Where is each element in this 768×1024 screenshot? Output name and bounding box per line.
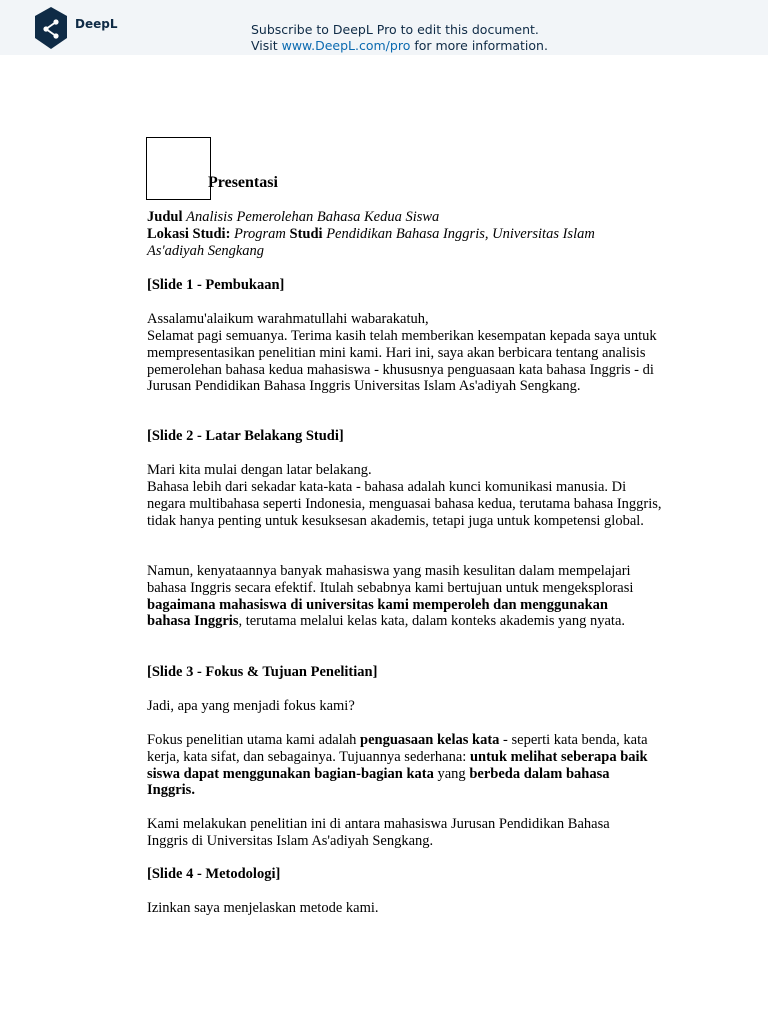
promo-message (251, 22, 548, 54)
deepl-logo-text: DeepL (75, 17, 118, 31)
deepl-pro-link[interactable]: www.DeepL.com/pro (281, 38, 411, 53)
lokasi-line: Lokasi Studi: Program Studi Pendidikan Bahasa Inggris, Universitas Islam (147, 225, 595, 242)
slide3-question: Jadi, apa yang menjadi fokus kami? (147, 698, 355, 714)
promo-line-2: Visit www.DeepL.com/pro for more information. (251, 38, 548, 53)
slide1-heading: [Slide 1 - Pembukaan] (147, 277, 285, 293)
slide1-paragraph: Selamat pagi semuanya. Terima kasih telah memberikan kesempatan kepada saya untuk mempresentasikan penelitian mini kami. Hari ini, saya akan berbicara tentang analisis pemerolehan bahasa kedua mahasiswa - khususnya penguasaan kata bahasa Inggris - di Jurusan Pendidikan Bahasa Inggris Universitas Islam As'adiyah Sengkang. (147, 328, 657, 395)
slide4-intro: Izinkan saya menjelaskan metode kami. (147, 900, 379, 916)
slide1-greeting: Assalamu'alaikum warahmatullahi wabarakatuh, (147, 311, 429, 327)
slide2-paragraph-2: Namun, kenyataannya banyak mahasiswa yang masih kesulitan dalam mempelajari bahasa Inggris secara efektif. Itulah sebabnya kami bertujuan untuk mengeksplorasi bagaimana mahasiswa di universitas kami memperoleh dan menggunakan bahasa Inggris, terutama melalui kelas kata, dalam konteks akademis yang nyata. (147, 563, 634, 630)
slide4-heading: [Slide 4 - Metodologi] (147, 866, 281, 882)
document-title: Presentasi (208, 174, 278, 191)
image-placeholder (146, 137, 211, 200)
promo-line-1: Subscribe to DeepL Pro to edit this document. (251, 22, 539, 37)
slide3-paragraph-2: Kami melakukan penelitian ini di antara mahasiswa Jurusan Pendidikan Bahasa Inggris di Universitas Islam As'adiyah Sengkang. (147, 816, 610, 849)
judul-line: Judul Analisis Pemerolehan Bahasa Kedua Siswa (147, 209, 440, 225)
lokasi-line-2: As'adiyah Sengkang (147, 242, 265, 259)
slide2-heading: [Slide 2 - Latar Belakang Studi] (147, 428, 344, 444)
slide3-heading: [Slide 3 - Fokus & Tujuan Penelitian] (147, 664, 378, 680)
slide2-intro: Mari kita mulai dengan latar belakang. (147, 462, 372, 478)
deepl-banner (0, 0, 768, 55)
slide3-paragraph-1: Fokus penelitian utama kami adalah penguasaan kelas kata - seperti kata benda, kata kerja, kata sifat, dan sebagainya. Tujuannya sederhana: untuk melihat seberapa baik siswa dapat menggunakan bagian-bagian kata yang berbeda dalam bahasa Inggris. (147, 732, 648, 799)
meta-block (147, 209, 667, 259)
slide2-paragraph-1: Bahasa lebih dari sekadar kata-kata - bahasa adalah kunci komunikasi manusia. Di negara multibahasa seperti Indonesia, menguasai bahasa kedua, terutama bahasa Inggris, tidak hanya penting untuk kesuksesan akademis, tetapi juga untuk kompetensi global. (147, 479, 662, 529)
